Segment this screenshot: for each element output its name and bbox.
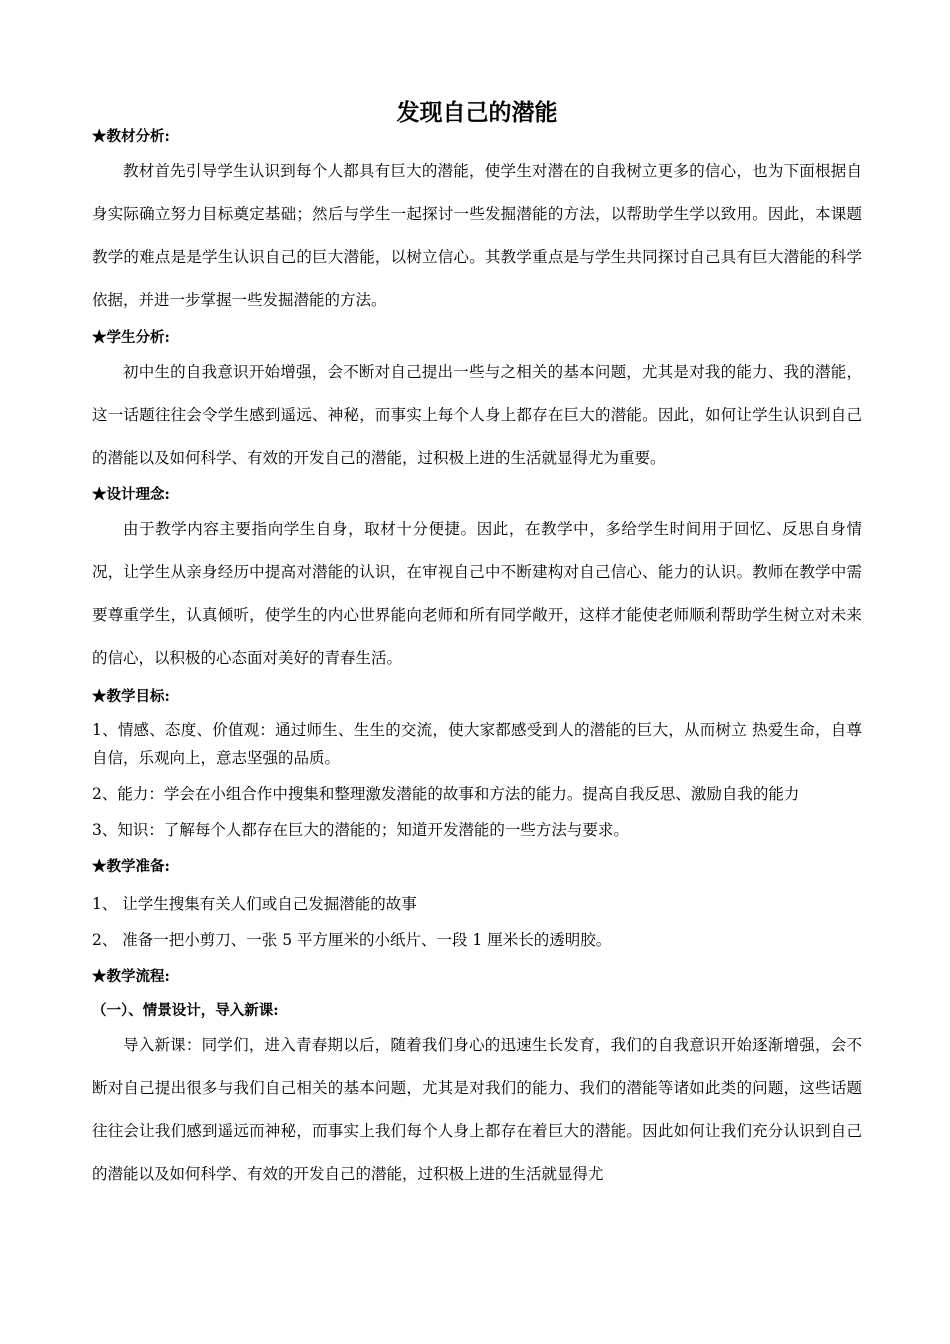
section-paragraph-students: 初中生的自我意识开始增强，会不断对自己提出一些与之相关的基本问题，尤其是对我的能力、我的潜能，这一话题往往会令学生感到遥远、神秘，而事实上每个人身上都存在巨大的潜能。因此，如何让学生认识到自己的潜能以及如何科学、有效的开发自己的潜能，过积极上进的生活就显得尤为重要。 — [92, 363, 862, 467]
goal-item-2: 2、能力：学会在小组合作中搜集和整理激发潜能的故事和方法的能力。提高自我反思、激励自我的能力 — [92, 785, 800, 803]
goal-item-1: 1、情感、态度、价值观：通过师生、生生的交流，使大家都感受到人的潜能的巨大，从而树立 热爱生命，自尊自信，乐观向上，意志坚强的品质。 — [92, 721, 862, 767]
section-heading-concept: ★设计理念: — [92, 486, 170, 503]
goal-item-3: 3、知识：了解每个人都存在巨大的潜能的；知道开发潜能的一些方法与要求。 — [92, 821, 629, 839]
section-material — [92, 126, 862, 322]
section-goals — [92, 686, 862, 844]
section-paragraph-concept: 由于教学内容主要指向学生自身，取材十分便捷。因此，在教学中，多给学生时间用于回忆、反思自身情况，让学生从亲身经历中提高对潜能的认识，在审视自己中不断建构对自己信心、能力的认识。教师在教学中需要尊重学生，认真倾听，使学生的内心世界能向老师和所有同学敞开，这样才能使老师顺利帮助学生树立对未来的信心，以积极的心态面对美好的青春生活。 — [92, 520, 862, 667]
section-paragraph-process: 导入新课：同学们，进入青春期以后，随着我们身心的迅速生长发育，我们的自我意识开始逐渐增强，会不断对自己提出很多与我们自己相关的基本问题，尤其是对我们的能力、我们的潜能等诸如此类的问题，这些话题往往会让我们感到遥远而神秘，而事实上我们每个人身上都存在着巨大的潜能。因此如何让我们充分认识到自己的潜能以及如何科学、有效的开发自己的潜能，过积极上进的生活就显得尤 — [92, 1036, 862, 1183]
preparation-item-1: 1、 让学生搜集有关人们或自己发掘潜能的故事 — [92, 895, 417, 913]
section-heading-preparation: ★教学准备: — [92, 858, 170, 875]
section-preparation — [92, 856, 862, 954]
section-students — [92, 327, 862, 480]
document-title: 发现自己的潜能 — [396, 100, 558, 126]
preparation-item-2: 2、 准备一把小剪刀、一张 5 平方厘米的小纸片、一段 1 厘米长的透明胶。 — [92, 931, 612, 949]
document-page — [92, 96, 862, 1196]
section-heading-students: ★学生分析: — [92, 329, 170, 346]
section-paragraph-material: 教材首先引导学生认识到每个人都具有巨大的潜能，使学生对潜在的自我树立更多的信心，也为下面根据自身实际确立努力目标奠定基础；然后与学生一起探讨一些发掘潜能的方法，以帮助学生学以致用。因此，本课题教学的难点是是学生认识自己的巨大潜能，以树立信心。其教学重点是与学生共同探讨自己具有巨大潜能的科学依据，并进一步掌握一些发掘潜能的方法。 — [92, 162, 862, 309]
section-concept — [92, 484, 862, 680]
section-heading-goals: ★教学目标: — [92, 688, 170, 705]
process-sub-heading: （一）、情景设计，导入新课: — [92, 1002, 279, 1019]
section-heading-material: ★教材分析: — [92, 128, 170, 145]
section-process — [92, 966, 862, 1196]
section-heading-process: ★教学流程: — [92, 968, 170, 985]
